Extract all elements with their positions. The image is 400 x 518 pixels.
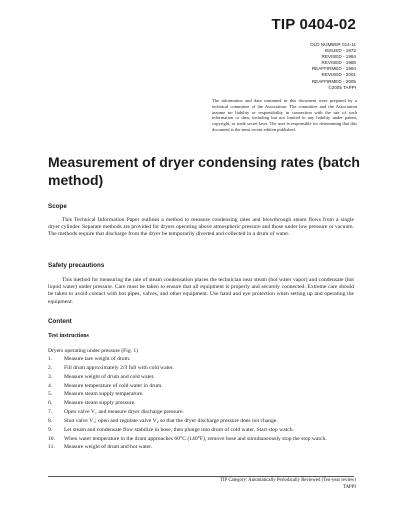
list-item: 11. Measure weight of drum and hot water. [48,444,153,451]
list-item: 9. Let steam and condensate flow stabilize in hose, then plunge into drum of cold water. Start stop watch. [48,426,294,433]
revision-history [310,42,356,91]
footer-category: TIP Category: Automatically Periodically Reviewed (Ten-year review) [220,478,356,483]
test-steps-list [48,356,358,453]
safety-heading: Safety precautions [48,262,105,269]
footer-divider [48,476,354,477]
history-line: REVISED - 1989 [321,60,356,66]
list-item: 7. Open valve V₁ and measure dryer discharge pressure. [48,409,184,416]
test-instructions-heading: Test instructions [48,333,89,339]
history-line: REAFFIRMED - 1994 [311,66,356,72]
list-item: 2. Fill drum approximately 2/3 full with cold water. [48,364,174,371]
disclaimer-text: The information and data contained in this document were prepared by a technical committee of the Association. The committee and the Association assume no liability or responsibility in connection with the use of such information or data, including but not limited to any liability under patent, copyright, or trade secret laws. The user is responsible for determining that this document is the most recent edition published. [212,98,357,132]
list-item: 1. Measure tare weight of drum. [48,356,131,362]
safety-text: This method for measuring the rate of steam condensation places the technician near steam (hot water vapor) and condensate (hot liquid water) under pressure. Care must be taken to ensure that all equipment is properly and securely connected. Extreme care should be taken to avoid contact with hot pipes, valves, and other equipment. Use hand and eye protection when setting up and operating the equipment. [48,277,354,305]
history-line: ©2005 TAPPI [328,84,356,90]
document-title: Measurement of dryer condensing rates (batch method) [48,154,360,188]
history-line: REVISED - 1984 [321,54,356,60]
history-line: REVISED - 2001 [321,72,356,78]
history-line: OLD NUMBER 014-11 [310,42,356,47]
list-item: 4. Measure temperature of cold water in drum. [48,382,163,389]
list-item: 6. Measure steam supply pressure. [48,400,136,407]
scope-text: This Technical Information Paper outlines a method to measure condensing rates and blowthrough steam flows from a single dryer cylinder. Separate methods are provided for dryers operating above atmospheric pressure and those under low pressure or vacuum. The methods require that discharge from the dryer be temporarily diverted and collected in a drum of water. [48,217,354,238]
history-line: ISSUED - 1972 [324,48,356,54]
content-heading: Content [48,318,72,325]
list-item: 3. Measure weight of drum and cold water. [48,373,155,380]
list-item: 8. Shut valve V₁; open and regulate valve V₂ so that the dryer discharge pressure does not change. [48,417,278,424]
list-item: 5. Measure steam supply temperature. [48,391,144,398]
history-line: REAFFIRMED - 2005 [311,78,356,84]
scope-heading: Scope [48,203,67,210]
document-number: TIP 0404-02 [271,16,356,33]
test-intro: Dryers operating under pressure (Fig. 1) [48,348,139,354]
list-item: 10. When water temperature in the drum approaches 60°C (140°F), remove hose and simultaneously stop the stop watch. [48,435,327,442]
footer-organization: TAPPI [343,485,356,490]
